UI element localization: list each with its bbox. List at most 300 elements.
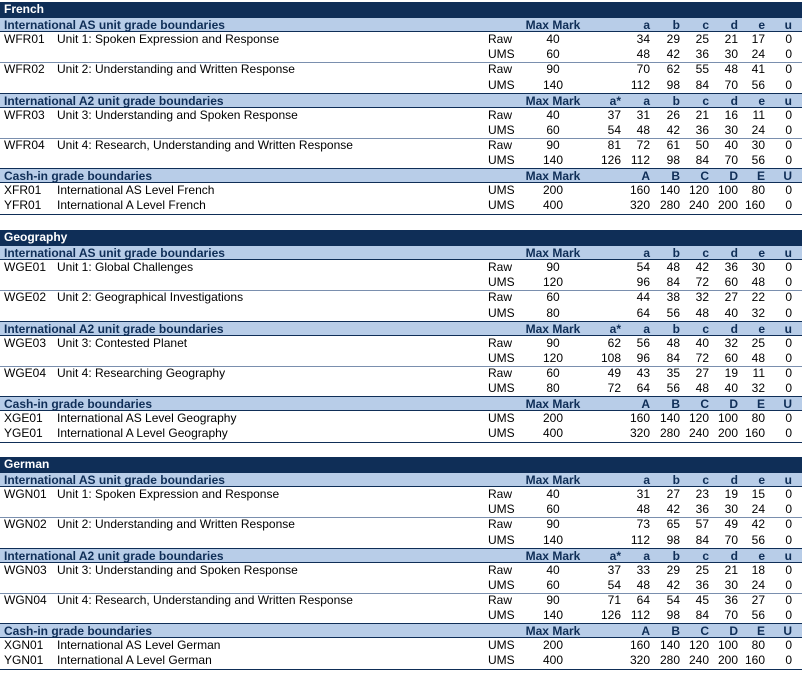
grade-mark: 160 <box>744 198 765 213</box>
grade-mark: 112 <box>630 153 650 167</box>
section-title: Geography <box>4 230 68 244</box>
unit-title: Unit 1: Global Challenges <box>57 260 194 275</box>
grade-mark: 38 <box>666 290 680 305</box>
grade-mark: 36 <box>695 122 709 137</box>
qualification-code: XGN01 <box>4 638 44 653</box>
grade-mark: 41 <box>751 62 765 77</box>
grade-mark: 36 <box>695 47 709 62</box>
grade-mark: 200 <box>717 426 738 441</box>
grade-header: C <box>700 397 709 412</box>
scale-label: UMS <box>488 305 515 320</box>
section-title-bar <box>0 2 802 17</box>
max-mark-header: Max Mark <box>525 624 581 639</box>
section-bottom-rule <box>0 442 802 443</box>
grade-boundary-header <box>0 321 802 336</box>
max-mark-header: Max Mark <box>525 18 581 33</box>
qualification-title: International AS Level Geography <box>57 411 237 426</box>
grade-header: b <box>672 18 680 33</box>
grade-mark: 0 <box>785 487 792 502</box>
grade-header: c <box>702 93 709 108</box>
grade-mark: 42 <box>666 122 680 137</box>
max-mark: 90 <box>546 62 560 77</box>
unit-mark-row <box>0 608 802 623</box>
grade-mark: 0 <box>785 137 792 152</box>
max-mark: 40 <box>546 562 560 577</box>
grade-mark: 60 <box>724 350 738 365</box>
section-title: French <box>4 2 45 16</box>
grade-mark: 0 <box>785 411 792 426</box>
grade-mark: 0 <box>785 107 792 122</box>
scale-label: UMS <box>488 638 515 653</box>
unit-mark-row <box>0 366 802 381</box>
grade-mark: 42 <box>666 47 680 62</box>
scale-label: UMS <box>488 426 515 441</box>
scale-label: Raw <box>488 290 513 305</box>
grade-mark: 48 <box>751 350 765 365</box>
grade-mark: 0 <box>785 532 792 547</box>
grade-mark: 31 <box>636 487 650 502</box>
grade-header: D <box>729 169 738 184</box>
max-mark: 60 <box>546 502 560 517</box>
unit-mark-row <box>0 306 802 321</box>
grade-mark: 0 <box>785 198 792 213</box>
grade-mark: 0 <box>785 62 792 77</box>
grade-mark: 21 <box>724 562 738 577</box>
qualification-code: YGE01 <box>4 426 43 441</box>
grade-mark: 42 <box>695 260 709 275</box>
header-label: Cash-in grade boundaries <box>4 397 153 412</box>
grade-mark: 24 <box>751 47 765 62</box>
max-mark: 200 <box>542 183 564 198</box>
unit-title: Unit 1: Spoken Expression and Response <box>57 487 280 502</box>
grade-mark: 0 <box>785 653 792 668</box>
unit-mark-row <box>0 517 802 532</box>
grade-mark: 34 <box>636 32 650 47</box>
scale-label: UMS <box>488 653 515 668</box>
grade-mark: 0 <box>785 638 792 653</box>
grade-mark: 55 <box>695 62 709 77</box>
grade-header: d <box>730 93 738 108</box>
grade-boundary-header <box>0 168 802 183</box>
grade-header: u <box>784 473 792 488</box>
grade-mark: 48 <box>636 47 650 62</box>
grade-mark: 0 <box>785 350 792 365</box>
grade-mark: 320 <box>629 198 650 213</box>
max-mark: 80 <box>546 381 560 395</box>
grade-mark: 84 <box>695 608 709 622</box>
grade-mark: 48 <box>724 62 738 77</box>
unit-mark-row <box>0 502 802 517</box>
grade-mark: 31 <box>636 107 650 122</box>
grade-mark: 280 <box>659 653 680 668</box>
grade-mark: 27 <box>695 365 709 380</box>
max-mark: 60 <box>546 365 560 380</box>
unit-mark-row <box>0 381 802 396</box>
scale-label: Raw <box>488 32 513 47</box>
grade-mark: 84 <box>695 532 709 547</box>
grade-mark: 32 <box>695 290 709 305</box>
grade-mark: 0 <box>785 426 792 441</box>
grade-header: a <box>643 246 650 261</box>
grade-header: d <box>730 18 738 33</box>
grade-mark: 108 <box>600 350 621 365</box>
grade-mark: 56 <box>666 381 680 395</box>
grade-mark: 36 <box>724 260 738 275</box>
unit-code: WGN04 <box>4 592 47 607</box>
grade-header: c <box>702 473 709 488</box>
grade-mark: 80 <box>751 411 765 426</box>
grade-mark: 27 <box>724 290 738 305</box>
grade-mark: 18 <box>751 562 765 577</box>
grade-header: B <box>671 169 680 184</box>
grade-mark: 100 <box>717 638 738 653</box>
grade-mark: 36 <box>695 502 709 517</box>
unit-title: Unit 3: Understanding and Spoken Response <box>57 562 298 577</box>
unit-mark-row <box>0 275 802 290</box>
scale-label: UMS <box>488 122 515 137</box>
max-mark: 200 <box>542 411 564 426</box>
max-mark: 120 <box>542 350 564 365</box>
unit-code: WFR03 <box>4 107 45 122</box>
unit-title: Unit 4: Researching Geography <box>57 365 226 380</box>
grade-mark: 64 <box>636 305 650 320</box>
header-label: International AS unit grade boundaries <box>4 473 225 488</box>
grade-mark: 84 <box>666 275 680 290</box>
max-mark: 60 <box>546 290 560 305</box>
grade-mark: 320 <box>629 653 650 668</box>
grade-mark: 25 <box>695 32 709 47</box>
section-title-bar <box>0 457 802 472</box>
grade-mark: 98 <box>666 532 680 547</box>
scale-label: UMS <box>488 608 515 622</box>
unit-title: Unit 2: Understanding and Written Response <box>57 517 295 532</box>
grade-mark: 240 <box>688 198 709 213</box>
unit-code: WGN01 <box>4 487 47 502</box>
grade-mark: 126 <box>600 608 621 622</box>
grade-mark: 17 <box>751 32 765 47</box>
max-mark: 120 <box>542 275 564 290</box>
grade-header: d <box>730 473 738 488</box>
grade-mark: 24 <box>751 502 765 517</box>
qualification-code: YFR01 <box>4 198 42 213</box>
grade-mark: 240 <box>688 426 709 441</box>
grade-mark: 98 <box>666 153 680 167</box>
unit-code: WGE03 <box>4 335 47 350</box>
grade-mark: 70 <box>636 62 650 77</box>
unit-mark-row <box>0 578 802 593</box>
max-mark: 140 <box>542 532 564 547</box>
grade-mark: 48 <box>695 305 709 320</box>
grade-header: u <box>784 548 792 563</box>
grade-mark: 56 <box>751 608 765 622</box>
grade-header: a <box>643 93 650 108</box>
grade-mark: 160 <box>629 183 650 198</box>
header-label: International A2 unit grade boundaries <box>4 93 224 108</box>
max-mark-header: Max Mark <box>525 473 581 488</box>
grade-mark: 48 <box>636 577 650 592</box>
grade-boundary-header <box>0 548 802 563</box>
grade-mark: 56 <box>751 532 765 547</box>
max-mark: 60 <box>546 47 560 62</box>
grade-mark: 0 <box>785 260 792 275</box>
grade-header: a <box>643 473 650 488</box>
grade-boundary-header <box>0 93 802 108</box>
unit-mark-row <box>0 533 802 548</box>
unit-code: WGN02 <box>4 517 47 532</box>
grade-mark: 48 <box>666 260 680 275</box>
grade-mark: 0 <box>785 517 792 532</box>
grade-mark: 11 <box>752 107 765 122</box>
grade-mark: 0 <box>785 77 792 92</box>
max-mark: 400 <box>542 653 564 668</box>
unit-mark-row <box>0 62 802 77</box>
grade-mark: 16 <box>724 107 738 122</box>
max-mark: 40 <box>546 107 560 122</box>
grade-mark: 0 <box>785 608 792 622</box>
grade-mark: 15 <box>751 487 765 502</box>
unit-mark-row <box>0 47 802 62</box>
grade-header: e <box>758 548 765 563</box>
unit-title: Unit 4: Research, Understanding and Written Response <box>57 137 353 152</box>
max-mark: 90 <box>546 335 560 350</box>
grade-mark: 120 <box>688 183 709 198</box>
grade-mark: 24 <box>751 577 765 592</box>
grade-mark: 50 <box>695 137 709 152</box>
max-mark-header: Max Mark <box>525 93 581 108</box>
grade-mark: 72 <box>636 137 650 152</box>
grade-mark: 100 <box>717 411 738 426</box>
grade-mark: 71 <box>607 592 621 607</box>
header-label: International A2 unit grade boundaries <box>4 321 224 336</box>
grade-mark: 140 <box>659 411 680 426</box>
grade-mark: 0 <box>785 335 792 350</box>
grade-header: a* <box>609 548 621 563</box>
grade-mark: 72 <box>695 275 709 290</box>
scale-label: Raw <box>488 335 513 350</box>
grade-header: E <box>756 397 765 412</box>
unit-mark-row <box>0 153 802 168</box>
grade-mark: 0 <box>785 32 792 47</box>
max-mark-header: Max Mark <box>525 548 581 563</box>
grade-mark: 43 <box>636 365 650 380</box>
grade-mark: 126 <box>600 153 621 167</box>
header-label: International AS unit grade boundaries <box>4 18 225 33</box>
grade-mark: 54 <box>607 122 621 137</box>
grade-mark: 48 <box>666 335 680 350</box>
grade-mark: 56 <box>751 77 765 92</box>
grade-mark: 30 <box>724 47 738 62</box>
grade-header: d <box>730 548 738 563</box>
qualification-row <box>0 198 802 213</box>
grade-mark: 27 <box>751 592 765 607</box>
grade-mark: 72 <box>695 350 709 365</box>
unit-mark-row <box>0 563 802 578</box>
unit-mark-row <box>0 32 802 47</box>
grade-mark: 120 <box>688 638 709 653</box>
max-mark: 40 <box>546 487 560 502</box>
grade-header: A <box>641 169 650 184</box>
grade-mark: 70 <box>724 77 738 92</box>
max-mark: 90 <box>546 592 560 607</box>
grade-header: u <box>784 246 792 261</box>
scale-label: UMS <box>488 350 515 365</box>
grade-boundary-header <box>0 623 802 638</box>
grade-mark: 62 <box>607 335 621 350</box>
grade-mark: 0 <box>785 122 792 137</box>
grade-mark: 48 <box>695 381 709 395</box>
max-mark-header: Max Mark <box>525 321 581 336</box>
grade-mark: 32 <box>724 335 738 350</box>
qualification-code: XFR01 <box>4 183 42 198</box>
max-mark: 90 <box>546 137 560 152</box>
grade-boundary-header <box>0 17 802 32</box>
grade-mark: 0 <box>785 47 792 62</box>
grade-mark: 37 <box>607 562 621 577</box>
grade-header: a* <box>609 93 621 108</box>
grade-header: D <box>729 397 738 412</box>
grade-mark: 0 <box>785 577 792 592</box>
grade-mark: 60 <box>724 275 738 290</box>
unit-mark-row <box>0 336 802 351</box>
grade-mark: 0 <box>785 183 792 198</box>
scale-label: Raw <box>488 517 513 532</box>
unit-code: WFR01 <box>4 32 45 47</box>
grade-header: c <box>702 321 709 336</box>
grade-header: a <box>643 321 650 336</box>
grade-mark: 40 <box>724 381 738 395</box>
header-label: International A2 unit grade boundaries <box>4 548 224 563</box>
unit-mark-row <box>0 487 802 502</box>
grade-header: c <box>702 18 709 33</box>
grade-mark: 0 <box>785 502 792 517</box>
grade-mark: 112 <box>630 608 650 622</box>
grade-boundary-header <box>0 245 802 260</box>
unit-mark-row <box>0 138 802 153</box>
grade-mark: 65 <box>666 517 680 532</box>
header-label: Cash-in grade boundaries <box>4 624 153 639</box>
grade-mark: 160 <box>744 426 765 441</box>
grade-mark: 73 <box>636 517 650 532</box>
grade-mark: 29 <box>666 562 680 577</box>
grade-mark: 84 <box>695 77 709 92</box>
qualification-title: International AS Level French <box>57 183 215 198</box>
qualification-row <box>0 183 802 198</box>
qualification-row <box>0 638 802 653</box>
unit-code: WGN03 <box>4 562 47 577</box>
scale-label: UMS <box>488 153 515 167</box>
grade-header: c <box>702 246 709 261</box>
grade-mark: 70 <box>724 153 738 167</box>
grade-mark: 21 <box>695 107 709 122</box>
scale-label: Raw <box>488 487 513 502</box>
unit-code: WGE02 <box>4 290 47 305</box>
grade-mark: 36 <box>724 592 738 607</box>
grade-mark: 200 <box>717 653 738 668</box>
grade-mark: 0 <box>785 365 792 380</box>
grade-boundary-header <box>0 472 802 487</box>
grade-mark: 11 <box>752 365 765 380</box>
unit-mark-row <box>0 593 802 608</box>
grade-mark: 64 <box>636 381 650 395</box>
max-mark: 140 <box>542 608 564 622</box>
header-label: Cash-in grade boundaries <box>4 169 153 184</box>
header-label: International AS unit grade boundaries <box>4 246 225 261</box>
grade-header: u <box>784 321 792 336</box>
scale-label: UMS <box>488 198 515 213</box>
scale-label: Raw <box>488 365 513 380</box>
qualification-title: International AS Level German <box>57 638 221 653</box>
max-mark-header: Max Mark <box>525 169 581 184</box>
unit-title: Unit 3: Understanding and Spoken Response <box>57 107 298 122</box>
grade-header: b <box>672 548 680 563</box>
max-mark: 140 <box>542 153 564 167</box>
grade-mark: 280 <box>659 198 680 213</box>
grade-mark: 54 <box>666 592 680 607</box>
grade-mark: 62 <box>666 62 680 77</box>
grade-mark: 70 <box>724 532 738 547</box>
grade-mark: 49 <box>607 365 621 380</box>
unit-mark-row <box>0 123 802 138</box>
grade-mark: 49 <box>724 517 738 532</box>
unit-mark-row <box>0 290 802 305</box>
section-bottom-rule <box>0 214 802 215</box>
grade-mark: 30 <box>724 577 738 592</box>
grade-mark: 0 <box>785 290 792 305</box>
unit-title: Unit 2: Geographical Investigations <box>57 290 244 305</box>
grade-mark: 40 <box>724 137 738 152</box>
grade-mark: 140 <box>659 638 680 653</box>
grade-header: e <box>758 321 765 336</box>
grade-mark: 24 <box>751 122 765 137</box>
grade-mark: 54 <box>607 577 621 592</box>
grade-mark: 48 <box>636 502 650 517</box>
grade-mark: 44 <box>636 290 650 305</box>
grade-mark: 160 <box>744 653 765 668</box>
grade-mark: 96 <box>636 275 650 290</box>
grade-mark: 160 <box>629 411 650 426</box>
qualification-title: International A Level German <box>57 653 212 668</box>
grade-header: u <box>784 18 792 33</box>
unit-code: WFR04 <box>4 137 45 152</box>
grade-mark: 0 <box>785 592 792 607</box>
qualification-title: International A Level French <box>57 198 206 213</box>
grade-mark: 40 <box>724 305 738 320</box>
grade-header: e <box>758 93 765 108</box>
scale-label: UMS <box>488 47 515 62</box>
scale-label: Raw <box>488 107 513 122</box>
unit-code: WGE01 <box>4 260 47 275</box>
grade-mark: 0 <box>785 305 792 320</box>
max-mark-header: Max Mark <box>525 246 581 261</box>
grade-header: a* <box>609 321 621 336</box>
max-mark: 60 <box>546 122 560 137</box>
scale-label: UMS <box>488 381 515 395</box>
qualification-code: YGN01 <box>4 653 44 668</box>
grade-mark: 25 <box>695 562 709 577</box>
grade-mark: 32 <box>751 305 765 320</box>
grade-header: e <box>758 246 765 261</box>
unit-title: Unit 4: Research, Understanding and Written Response <box>57 592 353 607</box>
grade-mark: 280 <box>659 426 680 441</box>
grade-mark: 42 <box>666 577 680 592</box>
grade-mark: 0 <box>785 381 792 395</box>
section-title-bar <box>0 230 802 245</box>
scale-label: UMS <box>488 77 515 92</box>
grade-mark: 72 <box>607 381 621 395</box>
grade-header: a <box>643 548 650 563</box>
max-mark: 90 <box>546 260 560 275</box>
grade-mark: 30 <box>724 122 738 137</box>
